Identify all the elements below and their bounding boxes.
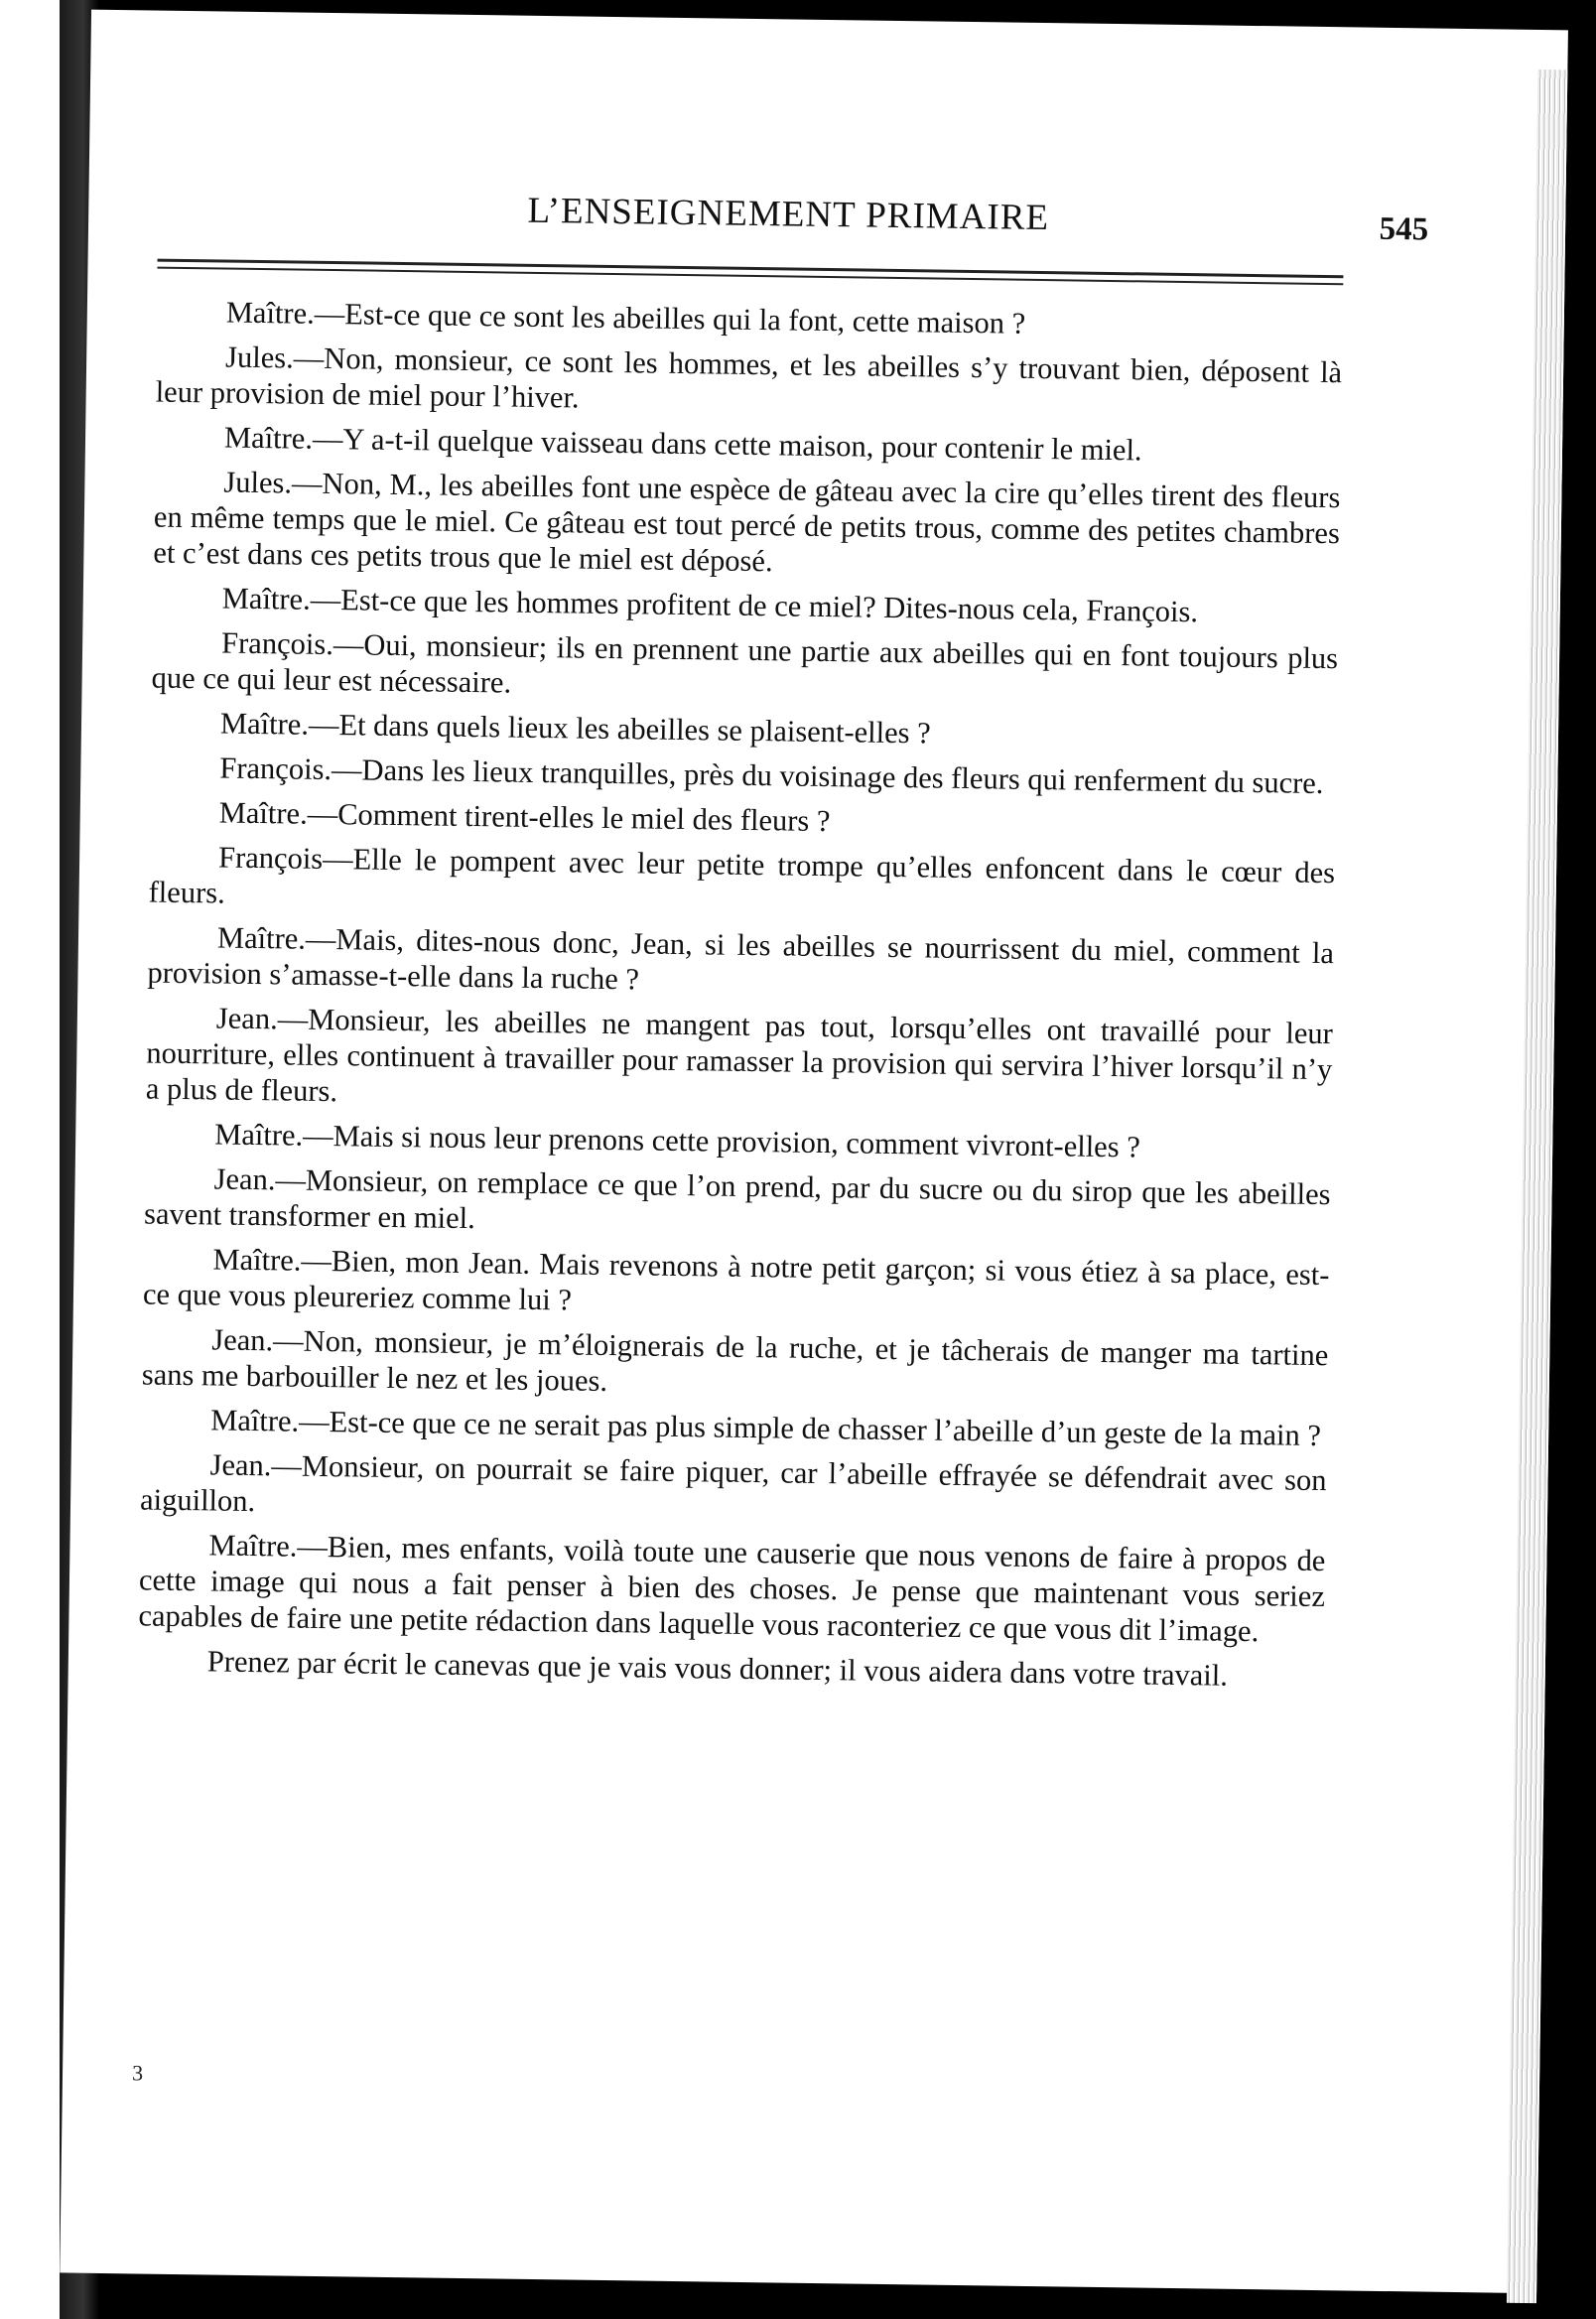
page-number: 545 bbox=[1379, 210, 1429, 248]
paragraph: Maître.—Est-ce que ce sont les abeilles qui la font, cette maison ? bbox=[225, 295, 1026, 341]
paragraph: Maître.—Y a-t-il quelque vaisseau dans cette maison, pour contenir le miel. bbox=[223, 420, 1142, 468]
paragraph: Jules.—Non, M., les abeilles font une espèce de gâteau avec la cire qu’elles tirent des fleurs en même temps que le miel. Ce gâteau est tout percé de petits trous, comme des petites chambres et c’est dans ces petits trous que le miel est déposé. bbox=[153, 465, 1341, 579]
page-header bbox=[148, 184, 1429, 261]
paragraph: Maître.—Et dans quels lieux les abeilles se plaisent-elles ? bbox=[219, 706, 931, 750]
paragraph: Jean.—Monsieur, on pourrait se faire piquer, car l’abeille effrayée se défendrait avec son aiguillon. bbox=[139, 1447, 1327, 1519]
page-body bbox=[137, 294, 1342, 1705]
paragraph: Maître.—Mais, dites-nous donc, Jean, si les abeilles se nourrissent du miel, comment la provision s’amasse-t-elle dans la ruche ? bbox=[147, 920, 1335, 997]
page-stack-edge bbox=[1507, 69, 1567, 2303]
paragraph: Maître.—Bien, mes enfants, voilà toute une causerie que nous venons de faire à propos de cette image qui nous a fait penser à bien des choses. Je pense que maintenant vous seriez capables de faire une petite rédaction dans laquelle vous raconteriez ce que vous dit l’image. bbox=[138, 1528, 1326, 1649]
running-title: L’ENSEIGNEMENT PRIMAIRE bbox=[527, 190, 1050, 239]
paragraph: Jean.—Monsieur, les abeilles ne mangent pas tout, lorsqu’elles ont travaillé pour leur nourriture, elles continuent à travailler pour ramasser la provision qui servira l’hiver lorsqu’il n’y a plus de fleurs. bbox=[145, 1001, 1334, 1109]
paragraph: François—Elle le pompent avec leur petite trompe qu’elles enfoncent dans le cœur des fleurs. bbox=[148, 840, 1336, 910]
paragraph: Maître.—Est-ce que les hommes profitent de ce miel? Dites-nous cela, François. bbox=[221, 581, 1199, 629]
book-page bbox=[60, 10, 1568, 2294]
signature-mark: 3 bbox=[131, 2060, 144, 2086]
paragraph: Jean.—Monsieur, on remplace ce que l’on prend, par du sucre ou du sirop que les abeilles savent transformer en miel. bbox=[143, 1161, 1331, 1236]
paragraph: Maître.—Est-ce que ce ne serait pas plus simple de chasser l’abeille d’un geste de la main ? bbox=[210, 1403, 1322, 1453]
paragraph: François.—Dans les lieux tranquilles, près du voisinage des fleurs qui renferment du sucre. bbox=[219, 750, 1324, 801]
paragraph: Maître.—Mais si nous leur prenons cette provision, comment vivront-elles ? bbox=[214, 1117, 1141, 1164]
paragraph: Jean.—Non, monsieur, je m’éloignerais de la ruche, et je tâcherais de manger ma tartine sans me barbouiller le nez et les joues. bbox=[141, 1322, 1329, 1399]
paragraph: Prenez par écrit le canevas que je vais vous donner; il vous aidera dans votre travail. bbox=[206, 1644, 1229, 1693]
paragraph: Maître.—Comment tirent-elles le miel des fleurs ? bbox=[218, 795, 831, 839]
paragraph: Jules.—Non, monsieur, ce sont les hommes, et les abeilles s’y trouvant bien, déposent là leur provision de miel pour l’hiver. bbox=[155, 340, 1343, 415]
paragraph: François.—Oui, monsieur; ils en prennent une partie aux abeilles qui en font toujours plus que ce qui leur est nécessaire. bbox=[151, 625, 1339, 700]
paragraph: Maître.—Bien, mon Jean. Mais revenons à notre petit garçon; si vous étiez à sa place, est-ce que vous pleureriez comme lui ? bbox=[142, 1242, 1330, 1317]
